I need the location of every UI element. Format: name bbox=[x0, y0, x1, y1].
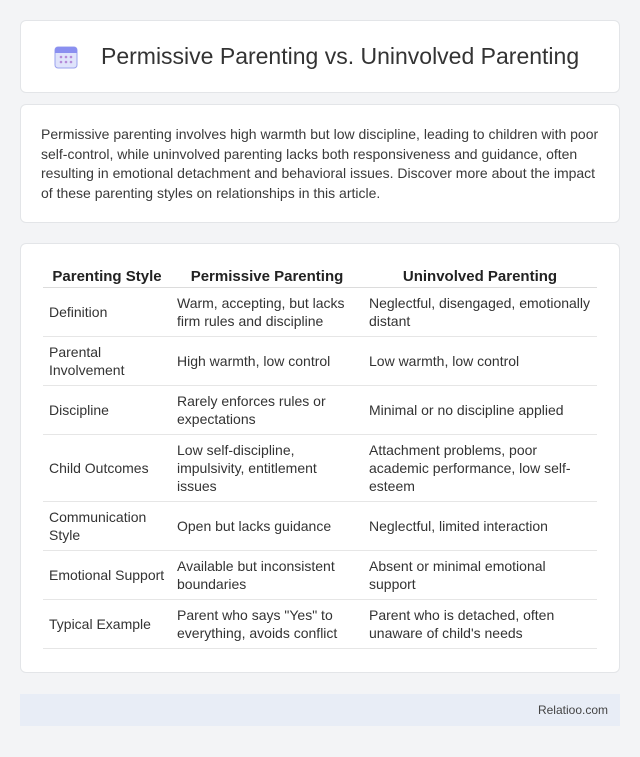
table-row bbox=[43, 551, 597, 600]
page-title: Permissive Parenting vs. Uninvolved Parenting bbox=[101, 43, 580, 69]
permissive-cell: Low self-discipline, impulsivity, entitlement issues bbox=[171, 435, 363, 502]
header-uninvolved: Uninvolved Parenting bbox=[363, 262, 597, 288]
comparison-table-card bbox=[20, 243, 620, 673]
comparison-table bbox=[43, 262, 597, 649]
table-row bbox=[43, 337, 597, 386]
uninvolved-cell: Low warmth, low control bbox=[363, 337, 597, 386]
header-parenting-style: Parenting Style bbox=[43, 262, 171, 288]
uninvolved-cell: Minimal or no discipline applied bbox=[363, 386, 597, 435]
table-row bbox=[43, 435, 597, 502]
permissive-cell: Rarely enforces rules or expectations bbox=[171, 386, 363, 435]
table-header-row bbox=[43, 262, 597, 288]
uninvolved-cell: Neglectful, limited interaction bbox=[363, 502, 597, 551]
intro-paragraph: Permissive parenting involves high warmth but low discipline, leading to children with poor self-control, while uninvolved parenting lacks both responsiveness and guidance, often resulting in emotional detachment and behavioral issues. Discover more about the impact of these parenting styles on relationships in this article. bbox=[41, 126, 599, 201]
table-row bbox=[43, 502, 597, 551]
permissive-cell: High warmth, low control bbox=[171, 337, 363, 386]
header-permissive: Permissive Parenting bbox=[171, 262, 363, 288]
uninvolved-cell: Absent or minimal emotional support bbox=[363, 551, 597, 600]
uninvolved-cell: Neglectful, disengaged, emotionally distant bbox=[363, 288, 597, 337]
row-label: Emotional Support bbox=[43, 551, 171, 600]
permissive-cell: Open but lacks guidance bbox=[171, 502, 363, 551]
row-label: Communication Style bbox=[43, 502, 171, 551]
table-row bbox=[43, 288, 597, 337]
row-label: Child Outcomes bbox=[43, 435, 171, 502]
permissive-cell: Available but inconsistent boundaries bbox=[171, 551, 363, 600]
permissive-cell: Parent who says "Yes" to everything, avoids conflict bbox=[171, 600, 363, 649]
row-label: Discipline bbox=[43, 386, 171, 435]
intro-card bbox=[20, 104, 620, 223]
footer bbox=[20, 694, 620, 726]
title-card bbox=[20, 20, 620, 93]
row-label: Definition bbox=[43, 288, 171, 337]
footer-brand: Relatioo.com bbox=[537, 703, 608, 717]
permissive-cell: Warm, accepting, but lacks firm rules and discipline bbox=[171, 288, 363, 337]
table-row bbox=[43, 600, 597, 649]
uninvolved-cell: Parent who is detached, often unaware of child's needs bbox=[363, 600, 597, 649]
table-row bbox=[43, 386, 597, 435]
row-label: Parental Involvement bbox=[43, 337, 171, 386]
uninvolved-cell: Attachment problems, poor academic performance, low self-esteem bbox=[363, 435, 597, 502]
calendar-icon bbox=[53, 44, 79, 70]
row-label: Typical Example bbox=[43, 600, 171, 649]
